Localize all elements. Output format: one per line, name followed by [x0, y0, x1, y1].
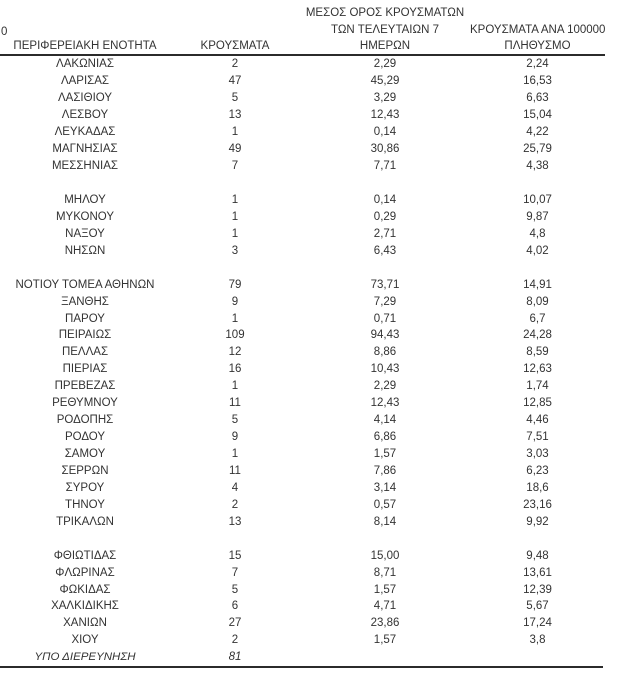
table-row — [0, 564, 605, 581]
region-cell: ΝΗΣΩΝ — [64, 244, 106, 257]
region-cell: ΞΑΝΘΗΣ — [61, 295, 109, 308]
per100k-cell: 4,38 — [526, 160, 549, 173]
region-cell: ΠΡΕΒΕΖΑΣ — [54, 380, 116, 393]
per100k-cell: 17,24 — [523, 617, 552, 630]
table-row — [0, 632, 605, 649]
avg7-cell: 4,14 — [373, 414, 397, 427]
per100k-cell: 16,53 — [523, 75, 552, 88]
per100k-cell: 7,51 — [526, 431, 549, 444]
cases-cell: 5 — [231, 583, 239, 596]
per100k-cell: 4,02 — [526, 244, 549, 257]
cases-cell: 13 — [228, 109, 242, 122]
region-cell: ΡΟΔΟΥ — [64, 431, 106, 444]
avg7-cell: 0,29 — [373, 210, 397, 223]
avg7-cell: 73,71 — [370, 278, 400, 291]
avg7-cell: 12,43 — [370, 109, 400, 122]
table-row — [0, 327, 605, 344]
table-row — [0, 344, 605, 361]
header-region: ΠΕΡΙΦΕΡΕΙΑΚΗ ΕΝΟΤΗΤΑ — [13, 40, 157, 52]
cases-cell: 5 — [231, 92, 239, 105]
table-row-spacer — [0, 259, 605, 276]
cases-cell: 16 — [228, 363, 242, 376]
header-per100k-line1: ΚΡΟΥΣΜΑΤΑ ΑΝΑ 100000 — [470, 24, 606, 36]
per100k-cell: 3,8 — [529, 634, 546, 647]
cases-cell: 1 — [231, 312, 239, 325]
avg7-cell: 94,43 — [370, 329, 400, 342]
region-cell: ΠΑΡΟΥ — [65, 312, 105, 325]
cases-cell: 1 — [231, 380, 239, 393]
avg7-cell: 23,86 — [370, 617, 400, 630]
avg7-cell: 7,71 — [373, 160, 397, 173]
header-spacer — [170, 7, 300, 20]
table-body — [0, 56, 605, 666]
cases-cell: 9 — [231, 295, 239, 308]
region-cell: ΠΕΙΡΑΙΩΣ — [58, 329, 112, 342]
header-row-2 — [0, 24, 605, 37]
avg7-cell: 12,43 — [370, 397, 400, 410]
table-row — [0, 192, 605, 209]
cases-cell: 2 — [231, 498, 239, 511]
table-row — [0, 276, 605, 293]
avg7-cell: 1,57 — [373, 448, 397, 461]
avg7-cell: 1,57 — [373, 634, 397, 647]
cases-cell: 7 — [231, 566, 239, 579]
region-cell: ΦΛΩΡΙΝΑΣ — [55, 566, 115, 579]
table-row-spacer — [0, 175, 605, 192]
region-cell: ΠΕΛΛΑΣ — [61, 346, 109, 359]
cases-cell: 1 — [231, 210, 239, 223]
region-cell: ΦΘΙΩΤΙΔΑΣ — [53, 549, 117, 562]
region-cell: ΝΟΤΙΟΥ ΤΟΜΕΑ ΑΘΗΝΩΝ — [15, 278, 155, 291]
avg7-cell: 0,14 — [373, 193, 397, 206]
region-cell: ΤΗΝΟΥ — [65, 498, 105, 511]
per100k-cell: 14,91 — [523, 278, 552, 291]
header-per100k-line2: ΠΛΗΘΥΣΜΟ — [504, 40, 571, 52]
header-row-3 — [0, 40, 605, 53]
per100k-cell: 4,22 — [526, 126, 549, 139]
per100k-cell: 13,61 — [523, 566, 552, 579]
table-row — [0, 56, 605, 73]
avg7-cell: 8,86 — [373, 346, 397, 359]
table-header — [0, 0, 605, 56]
cases-cell: 12 — [228, 346, 242, 359]
per100k-cell: 23,16 — [523, 498, 552, 511]
per100k-cell: 1,74 — [526, 380, 549, 393]
header-spacer — [170, 24, 300, 37]
cases-cell: 11 — [229, 464, 241, 477]
avg7-cell: 15,00 — [370, 549, 400, 562]
cases-cell: 49 — [228, 143, 242, 156]
region-cell: ΛΕΣΒΟΥ — [61, 109, 109, 122]
table-row — [0, 581, 605, 598]
avg7-cell: 7,86 — [373, 464, 397, 477]
cases-cell: 2 — [231, 58, 239, 71]
cases-cell: 79 — [228, 278, 242, 291]
header-spacer — [0, 24, 170, 37]
avg7-cell: 0,57 — [373, 498, 397, 511]
table-row — [0, 124, 605, 141]
table-row — [0, 446, 605, 463]
table-row — [0, 73, 605, 90]
header-avg7-line2: ΤΩΝ ΤΕΛΕΥΤΑΙΩΝ 7 — [331, 24, 439, 36]
table-row — [0, 90, 605, 107]
region-cell: ΛΑΚΩΝΙΑΣ — [56, 58, 114, 71]
table-row — [0, 293, 605, 310]
per100k-cell: 8,59 — [526, 346, 549, 359]
table-row — [0, 310, 605, 327]
cases-cell: 1 — [231, 193, 239, 206]
avg7-cell: 45,29 — [370, 75, 400, 88]
per100k-cell: 10,07 — [523, 193, 552, 206]
per100k-cell: 6,63 — [526, 92, 549, 105]
cases-cell: 3 — [231, 244, 239, 257]
header-spacer — [470, 7, 605, 20]
per100k-cell: 12,63 — [523, 363, 552, 376]
region-cell: ΜΑΓΝΗΣΙΑΣ — [52, 143, 118, 156]
region-cell: ΧΑΛΚΙΔΙΚΗΣ — [51, 600, 119, 613]
header-avg7-line1: ΜΕΣΟΣ ΟΡΟΣ ΚΡΟΥΣΜΑΤΩΝ — [305, 7, 465, 19]
cases-cell: 109 — [225, 329, 245, 342]
table-row — [0, 513, 605, 530]
region-cell: ΝΑΞΟΥ — [65, 227, 105, 240]
cases-cell: 81 — [228, 651, 242, 664]
region-cell: ΧΙΟΥ — [71, 634, 99, 647]
table-row — [0, 395, 605, 412]
per100k-cell: 12,39 — [523, 583, 552, 596]
per100k-cell: 12,85 — [523, 397, 552, 410]
table-row — [0, 463, 605, 480]
region-cell: ΛΕΥΚΑΔΑΣ — [54, 126, 116, 139]
region-cell: ΤΡΙΚΑΛΩΝ — [56, 515, 114, 528]
table-row — [0, 429, 605, 446]
per100k-cell: 3,03 — [526, 448, 549, 461]
per100k-cell: 25,79 — [523, 143, 552, 156]
clipped-left-text: 0 — [1, 26, 8, 38]
region-cell: ΣΑΜΟΥ — [64, 448, 106, 461]
avg7-cell: 7,29 — [373, 295, 397, 308]
avg7-cell: 2,29 — [373, 58, 397, 71]
cases-cell: 5 — [231, 414, 239, 427]
per100k-cell: 24,28 — [523, 329, 552, 342]
table-row — [0, 615, 605, 632]
cases-cell: 11 — [229, 397, 241, 410]
region-cell: ΠΙΕΡΙΑΣ — [62, 363, 108, 376]
table-row-spacer — [0, 530, 605, 547]
table-row — [0, 107, 605, 124]
per100k-cell: 2,24 — [526, 58, 549, 71]
per100k-cell: 9,92 — [526, 515, 549, 528]
avg7-cell: 0,14 — [373, 126, 397, 139]
per100k-cell: 9,48 — [526, 549, 549, 562]
per100k-cell: 5,67 — [526, 600, 549, 613]
per100k-cell: 8,09 — [526, 295, 549, 308]
table-row — [0, 361, 605, 378]
table-row — [0, 225, 605, 242]
region-cell: ΣΕΡΡΩΝ — [61, 464, 109, 477]
table-row — [0, 496, 605, 513]
avg7-cell: 8,14 — [373, 515, 397, 528]
header-cases: ΚΡΟΥΣΜΑΤΑ — [200, 40, 270, 52]
table-row — [0, 649, 605, 666]
per100k-cell: 4,46 — [526, 414, 549, 427]
cases-cell: 1 — [231, 448, 239, 461]
region-cell: ΛΑΣΙΘΙΟΥ — [57, 92, 113, 105]
cases-cell: 15 — [228, 549, 242, 562]
avg7-cell: 2,29 — [373, 380, 397, 393]
cases-cell: 9 — [231, 431, 239, 444]
region-cell: ΥΠΟ ΔΙΕΡΕΥΝΗΣΗ — [34, 651, 136, 664]
per100k-cell: 6,23 — [526, 464, 549, 477]
region-cell: ΜΗΛΟΥ — [64, 193, 106, 206]
table-row — [0, 158, 605, 175]
per100k-cell: 18,6 — [526, 481, 549, 494]
avg7-cell: 3,29 — [373, 92, 397, 105]
region-cell: ΦΩΚΙΔΑΣ — [59, 583, 111, 596]
table-row — [0, 378, 605, 395]
avg7-cell: 10,43 — [370, 363, 400, 376]
avg7-cell: 0,71 — [373, 312, 397, 325]
cases-cell: 27 — [228, 617, 242, 630]
region-cell: ΣΥΡΟΥ — [65, 481, 105, 494]
header-row-1 — [0, 7, 605, 20]
avg7-cell: 6,43 — [373, 244, 397, 257]
cases-cell: 47 — [228, 75, 242, 88]
per100k-cell: 4,8 — [529, 227, 546, 240]
avg7-cell: 1,57 — [373, 583, 397, 596]
table-row — [0, 479, 605, 496]
region-cell: ΜΕΣΣΗΝΙΑΣ — [51, 160, 119, 173]
region-cell: ΛΑΡΙΣΑΣ — [60, 75, 110, 88]
cases-cell: 2 — [231, 634, 239, 647]
cases-cell: 1 — [231, 227, 239, 240]
cases-cell: 4 — [231, 481, 239, 494]
table-row — [0, 208, 605, 225]
region-cell: ΡΕΘΥΜΝΟΥ — [52, 397, 118, 410]
header-spacer — [0, 7, 170, 20]
per100k-cell: 6,7 — [529, 312, 546, 325]
cases-cell: 6 — [231, 600, 239, 613]
region-cell: ΡΟΔΟΠΗΣ — [56, 414, 114, 427]
header-avg7-line3: ΗΜΕΡΩΝ — [359, 40, 411, 52]
avg7-cell: 2,71 — [373, 227, 397, 240]
table-row — [0, 141, 605, 158]
region-cell: ΧΑΝΙΩΝ — [63, 617, 107, 630]
cases-cell: 13 — [228, 515, 242, 528]
table-row — [0, 412, 605, 429]
avg7-cell: 3,14 — [373, 481, 397, 494]
region-cell: ΜΥΚΟΝΟΥ — [55, 210, 115, 223]
per100k-cell: 15,04 — [523, 109, 552, 122]
table-row — [0, 547, 605, 564]
cases-cell: 1 — [231, 126, 239, 139]
per100k-cell: 9,87 — [526, 210, 549, 223]
avg7-cell: 4,71 — [373, 600, 397, 613]
avg7-cell: 6,86 — [373, 431, 397, 444]
avg7-cell: 8,71 — [373, 566, 397, 579]
avg7-cell: 30,86 — [370, 143, 400, 156]
table-bottom-rule — [0, 666, 603, 668]
cases-cell: 7 — [231, 160, 239, 173]
table-row — [0, 598, 605, 615]
table-row — [0, 242, 605, 259]
